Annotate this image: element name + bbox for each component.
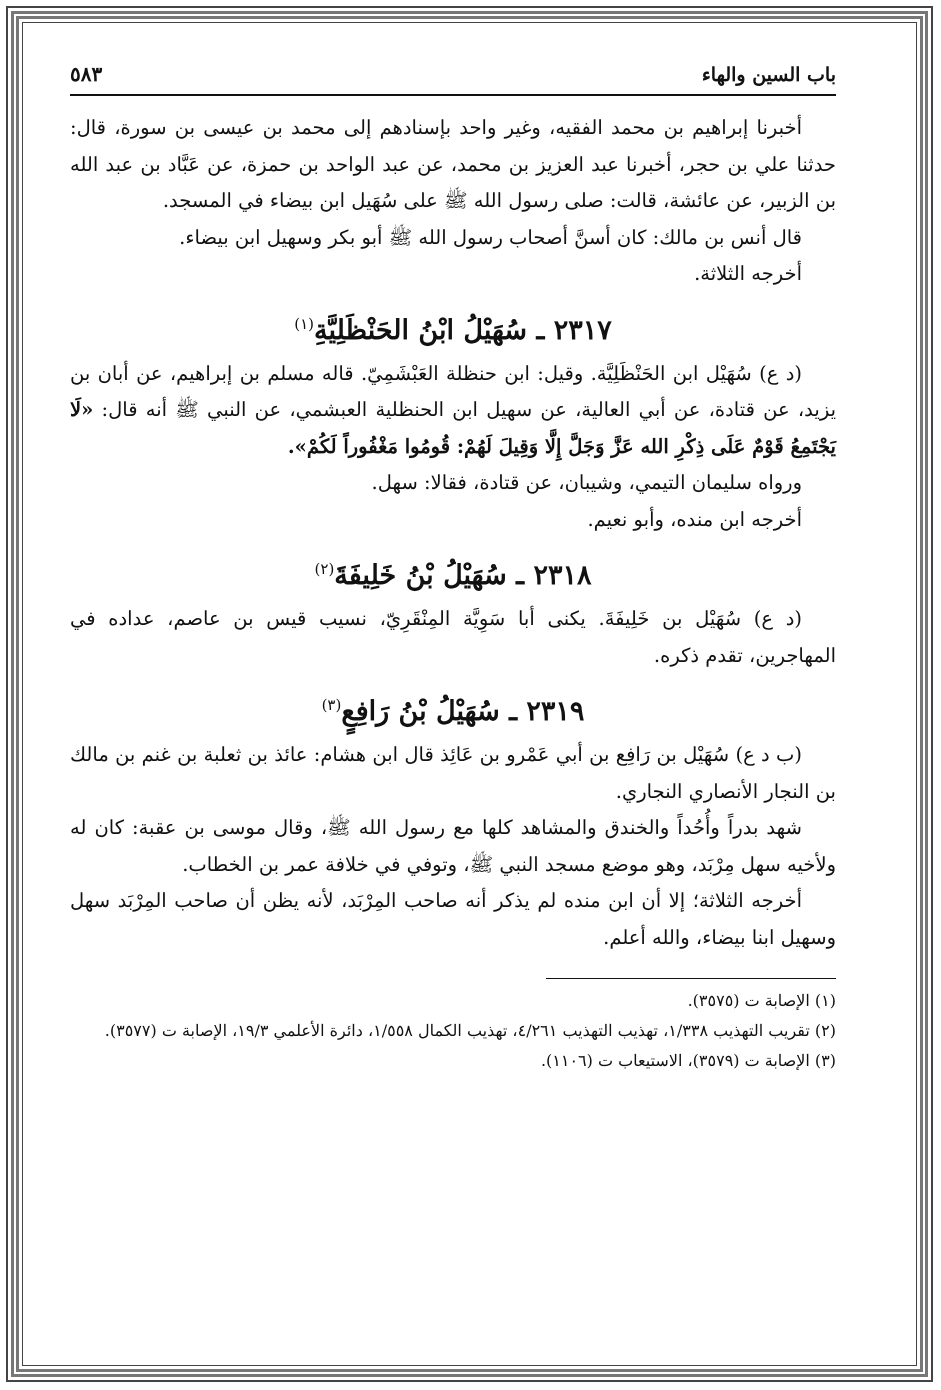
paragraph-anas: قال أنس بن مالك: كان أسنَّ أصحاب رسول الله ﷺ أبو بكر وسهيل ابن بيضاء.: [179, 225, 802, 249]
paragraph-riwaya: ورواه سليمان التيمي، وشيبان، عن قتادة، فقالا: سهل.: [371, 471, 802, 494]
page-number: ٥٨٣: [70, 62, 103, 86]
entry-title: ٢٣١٩ ـ سُهَيْلُ بْنُ رَافِعٍ: [341, 696, 585, 727]
footnotes: [70, 987, 836, 1075]
footnote-marker: (١): [294, 314, 314, 333]
entry-heading-2319: [70, 684, 836, 733]
entry-title: ٢٣١٧ ـ سُهَيْلُ ابْنُ الحَنْظَلِيَّةِ: [314, 314, 612, 346]
footnote-3: (٣) الإصابة ت (٣٥٧٩)، الاستيعاب ت (١١٠٦).: [540, 1051, 836, 1070]
paragraph-takhrij-2: أخرجه ابن منده، وأبو نعيم.: [587, 507, 802, 531]
entry-title: ٢٣١٨ ـ سُهَيْلُ بْنُ خَلِيفَةَ: [334, 560, 592, 591]
hadith-quote: «لَا يَجْتَمِعُ قَوْمٌ عَلَى ذِكْرِ الله عَزَّ وَجَلَّ إِلَّا وَقِيلَ لَهُمْ: قُومُوا مَغْفُوراً لَكُمْ».: [70, 398, 836, 458]
entry-text: (د ع) سُهَيْل ابن الحَنْظَلِيَّة. وقيل: ابن حنظلة العَبْشَمِيّ. قاله مسلم بن إبراهيم، عن أبان بن يزيد، عن قتادة، عن أبي العالية، عن سهيل ابن الحنظلية العبشمي، عن النبي ﷺ أنه قال:: [70, 361, 837, 421]
entry-heading-2317: [70, 303, 836, 352]
page-header: [70, 60, 836, 96]
paragraph-entry-2317: [70, 356, 836, 466]
paragraph-takhrij-1: أخرجه الثلاثة.: [694, 262, 802, 285]
page-content: [70, 60, 836, 1077]
footnote-separator: [546, 978, 836, 979]
paragraph-takhrij-3: أخرجه الثلاثة؛ إلا أن ابن منده لم يذكر أنه صاحب المِرْبَد، لأنه يظن أن صاحب المِرْبَد سهل وسهيل ابنا بيضاء، والله أعلم.: [70, 889, 836, 949]
paragraph-entry-2318: (د ع) سُهَيْل بن خَلِيفَةَ. يكنى أبا سَوِيَّة المِنْقَرِيّ، نسيب قيس بن عاصم، عداده في المهاجرين، تقدم ذكره.: [70, 607, 836, 667]
paragraph-entry-2319: (ب د ع) سُهَيْل بن رَافِع بن أبي عَمْرو بن عَائِذ قال ابن هشام: عائذ بن ثعلبة بن غنم بن مالك بن النجار الأنصاري النجاري.: [70, 743, 836, 803]
running-head: باب السين والهاء: [701, 64, 836, 86]
footnote-marker: (٣): [321, 696, 342, 714]
footnote-marker: (٢): [314, 560, 335, 578]
paragraph-shahida: شهد بدراً وأُحُداً والخندق والمشاهد كلها مع رسول الله ﷺ، وقال موسى بن عقبة: كان له ولأخيه سهل مِرْبَد، وهو موضع مسجد النبي ﷺ، وتوفي في خلافة عمر بن الخطاب.: [70, 816, 836, 876]
footnote-2: (٢) تقريب التهذيب ١/٣٣٨، تهذيب التهذيب ٤/٢٦١، تهذيب الكمال ١/٥٥٨، دائرة الأعلمي ١٩/٣، الإصابة ت (٣٥٧٧).: [104, 1021, 836, 1040]
entry-heading-2318: [70, 548, 836, 597]
footnote-1: (١) الإصابة ت (٣٥٧٥).: [687, 991, 836, 1010]
paragraph-isnad: أخبرنا إبراهيم بن محمد الفقيه، وغير واحد بإسنادهم إلى محمد بن عيسى بن سورة، قال: حدثنا علي بن حجر، أخبرنا عبد العزيز بن محمد، عن عبد الواحد بن حمزة، عن عَبَّاد بن عبد الله بن الزبير، عن عائشة، قالت: صلى رسول الله ﷺ على سُهَيل ابن بيضاء في المسجد.: [70, 116, 836, 212]
